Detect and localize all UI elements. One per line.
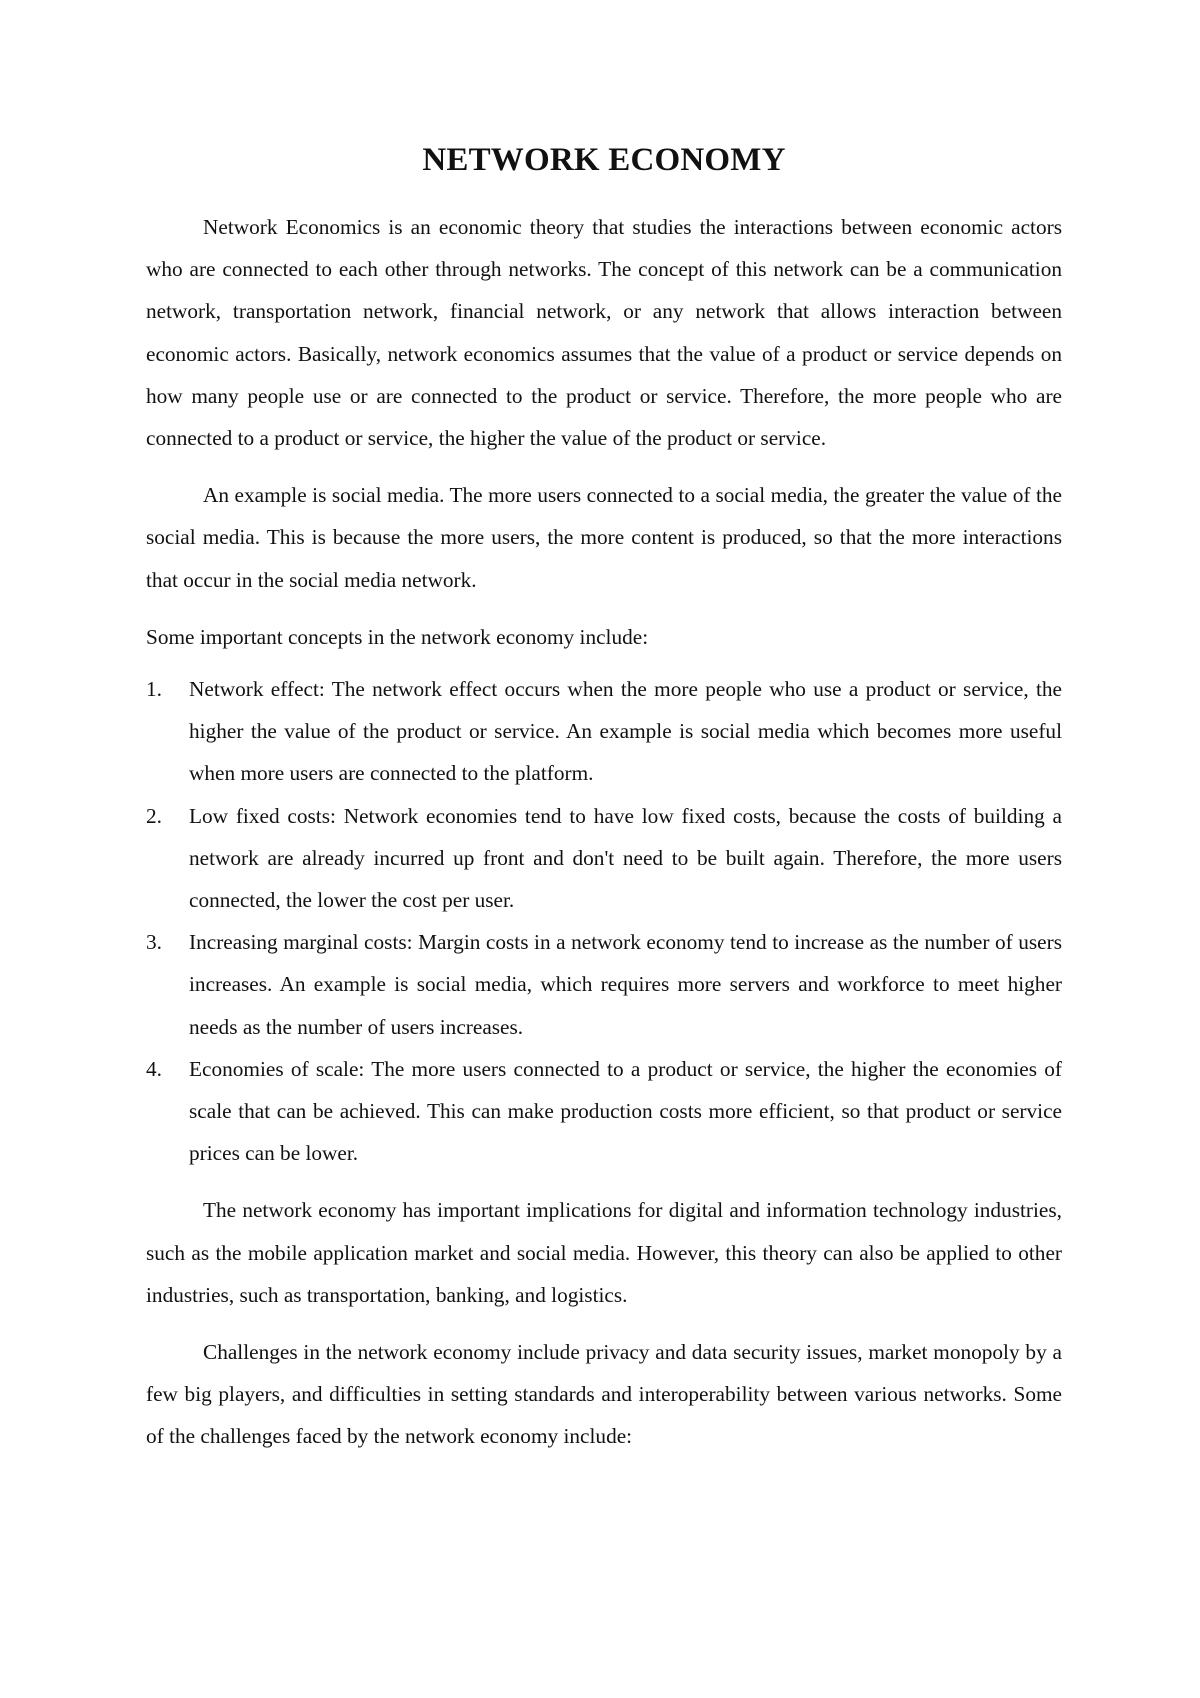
list-item-text: Network effect: The network effect occurs when the more people who use a product or service, the higher the value of the product or service. An example is social media which becomes more useful when more users are connected to the platform. (189, 677, 1062, 786)
concepts-list (146, 668, 1062, 1174)
list-item-number: 2. (146, 803, 162, 828)
list-item-number: 1. (146, 677, 162, 702)
list-item-text: Economies of scale: The more users connected to a product or service, the higher the economies of scale that can be achieved. This can make production costs more efficient, so that product or service prices can be lower. (189, 1056, 1062, 1166)
list-item-text: Low fixed costs: Network economies tend to have low fixed costs, because the costs of building a network are already incurred up front and don't need to be built again. Therefore, the more users connected, the lower the cost per user. (189, 803, 1062, 913)
list-item (146, 1048, 1062, 1175)
implications-paragraph: The network economy has important implications for digital and information technology industries, such as the mobile application market and social media. However, this theory can also be applied to other industries, such as transportation, banking, and logistics. (146, 1198, 1062, 1307)
challenges-paragraph: Challenges in the network economy include privacy and data security issues, market monopoly by a few big players, and difficulties in setting standards and interoperability between various networks. Some of the challenges faced by the network economy include: (146, 1340, 1062, 1449)
list-item (146, 921, 1062, 1048)
list-item (146, 668, 1062, 795)
example-paragraph: An example is social media. The more users connected to a social media, the greater the value of the social media. This is because the more users, the more content is produced, so that the more interactions that occur in the social media network. (146, 483, 1062, 592)
document-body (146, 140, 1062, 1473)
list-intro: Some important concepts in the network economy include: (146, 624, 649, 649)
list-item (146, 795, 1062, 922)
list-item-number: 3. (146, 930, 162, 955)
page-title: NETWORK ECONOMY (422, 142, 786, 178)
intro-paragraph: Network Economics is an economic theory that studies the interactions between economic actors who are connected to each other through networks. The concept of this network can be a communication network, transportation network, financial network, or any network that allows interaction between economic actors. Basically, network economics assumes that the value of a product or service depends on how many people use or are connected to the product or service. Therefore, the more people who are connected to a product or service, the higher the value of the product or service. (146, 215, 1062, 451)
list-item-text: Increasing marginal costs: Margin costs in a network economy tend to increase as the number of users increases. An example is social media, which requires more servers and workforce to meet higher needs as the number of users increases. (189, 930, 1062, 1039)
list-item-number: 4. (146, 1056, 162, 1081)
